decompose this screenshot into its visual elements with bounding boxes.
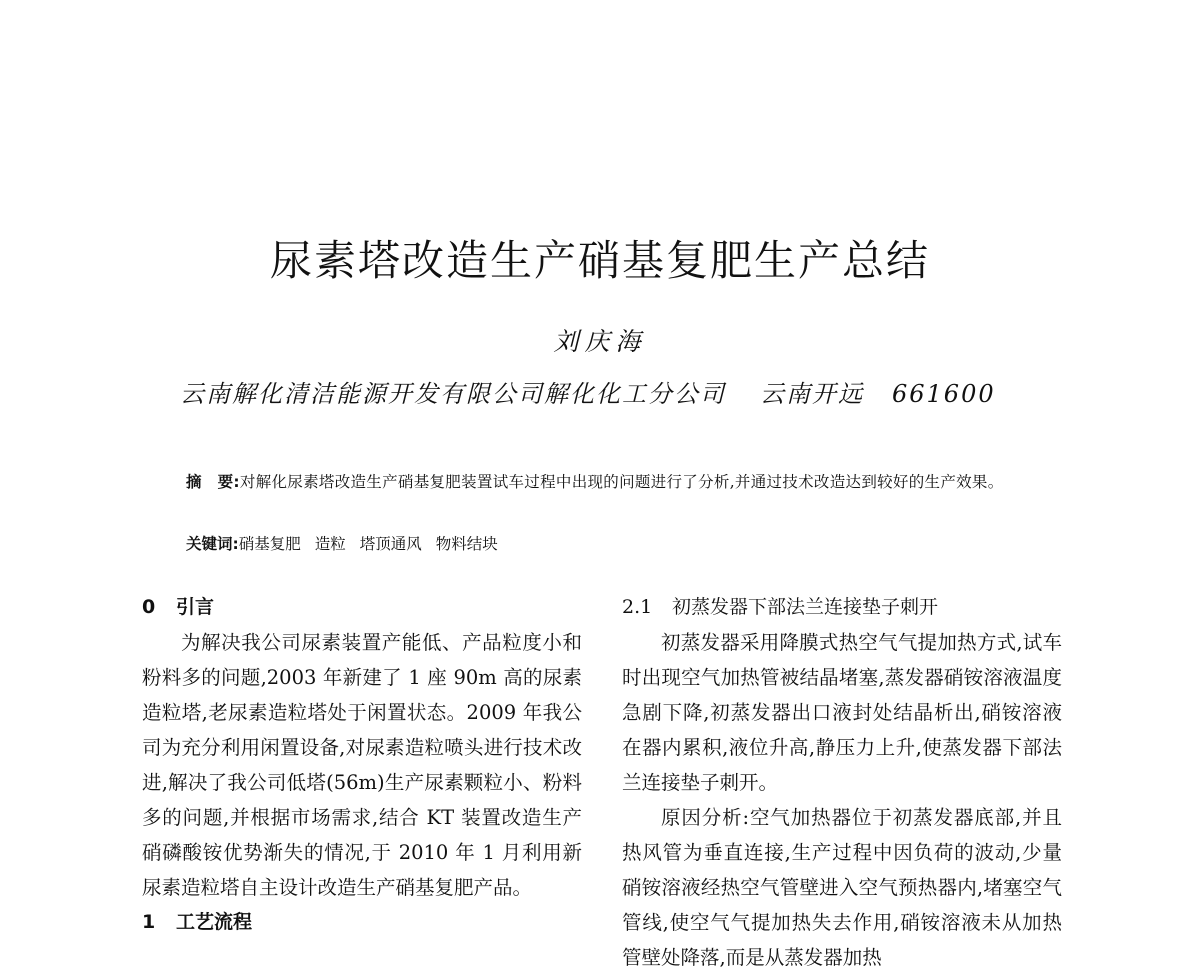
keyword-item: 塔顶通风 [359,535,422,553]
section-heading-introduction [142,590,582,625]
author-name: 刘庆海 [553,327,647,356]
section-title: 工艺流程 [176,911,253,933]
section-heading-process [142,905,582,940]
subsection-title: 初蒸发器下部法兰连接垫子刺开 [672,596,939,618]
affiliation-location: 云南开远 [760,380,864,408]
keyword-item: 物料结块 [435,535,498,553]
affiliation [180,374,1080,409]
keyword-item: 造粒 [314,535,346,553]
paragraph: 原因分析:空气加热器位于初蒸发器底部,并且热风管为垂直连接,生产过程中因负荷的波动,少量硝铵溶液经热空气管壁进入空气预热器内,堵塞空气管线,使空气气提加热失去作用,硝铵溶液未从加热管壁处降落,而是从蒸发器加热 [622,806,1062,969]
subsection-heading [622,590,1062,625]
left-column [142,590,582,940]
abstract-label: 摘 要: [186,473,240,491]
abstract [142,468,1060,496]
keywords-label: 关键词: [186,535,239,553]
keyword-item: 硝基复肥 [238,535,301,553]
paragraph: 为解决我公司尿素装置产能低、产品粒度小和粉料多的问题,2003 年新建了 1 座 90m 高的尿素造粒塔,老尿素造粒塔处于闲置状态。2009 年我公司为充分利用闲置设备,对尿素造粒喷头进行技术改进,解决了我公司低塔(56m)生产尿素颗粒小、粉料多的问题,并根据市场需求,结合 KT 装置改造生产硝磷酸铵优势渐失的情况,于 2010 年 1 月利用新尿素造粒塔自主设计改造生产硝基复肥产品。 [142,631,582,899]
section-number: 1 [142,911,156,933]
keywords [186,530,1056,558]
paragraph: 初蒸发器采用降膜式热空气气提加热方式,试车时出现空气加热管被结晶堵塞,蒸发器硝铵溶液温度急剧下降,初蒸发器出口液封处结晶析出,硝铵溶液在器内累积,液位升高,静压力上升,使蒸发器下部法兰连接垫子刺开。 [622,631,1062,794]
abstract-text: 对解化尿素塔改造生产硝基复肥装置试车过程中出现的问题进行了分析,并通过技术改造达到较好的生产效果。 [239,473,1004,491]
subsection-number: 2.1 [622,596,653,618]
right-column [622,590,1062,975]
affiliation-organization: 云南解化清洁能源开发有限公司解化化工分公司 [180,380,726,408]
affiliation-postcode: 661600 [892,380,996,408]
paper-title: 尿素塔改造生产硝基复肥生产总结 [269,236,930,285]
section-title: 引言 [176,596,215,618]
section-number: 0 [142,596,156,618]
